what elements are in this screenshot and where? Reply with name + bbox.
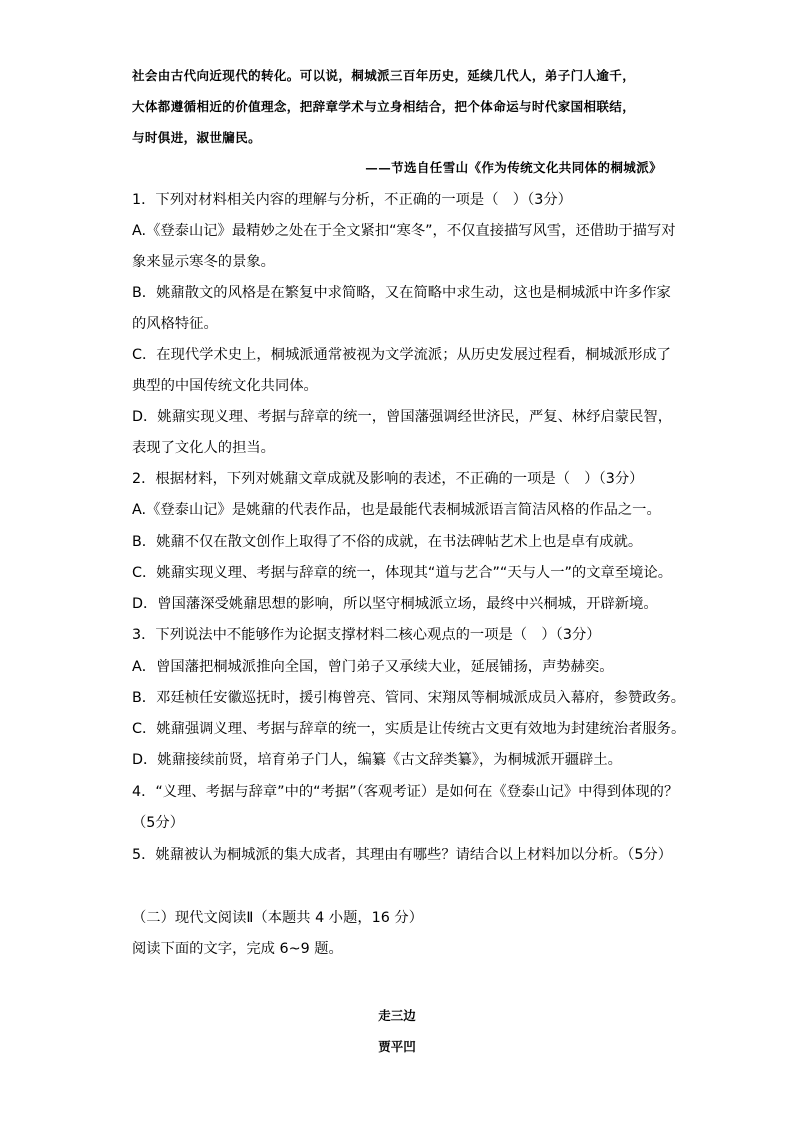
passage-line-3: 与时俱进，淑世牖民。 [132, 130, 262, 145]
question-2-option-d: D．曾国藩深受姚鼐思想的影响，所以坚守桐城派立场，最终中兴桐城，开辟新境。 [132, 596, 658, 612]
question-1-option-d: D．姚鼐实现义理、考据与辞章的统一，曾国藩强调经世济民，严复、林纾启蒙民智， [132, 409, 672, 425]
question-1-option-d-cont: 表现了文化人的担当。 [132, 440, 275, 456]
question-1-option-a-cont: 象来显示寒冬的景象。 [132, 254, 275, 270]
question-1-option-c-cont: 典型的中国传统文化共同体。 [132, 378, 318, 394]
section-2-instruction: 阅读下面的文字，完成 6~9 题。 [132, 941, 343, 957]
question-3-option-a: A．曾国藩把桐城派推向全国，曾门弟子又承续大业，延展铺扬，声势赫奕。 [132, 659, 614, 675]
question-3-option-d: D．姚鼐接续前贤，培育弟子门人，编纂《古文辞类纂》，为桐城派开疆辟土。 [132, 752, 622, 768]
passage-line-1: 社会由古代向近现代的转化。可以说，桐城派三百年历史，延续几代人，弟子门人逾千， [132, 68, 636, 83]
question-4-stem: 4．“义理、考据与辞章”中的“考据”（客观考证）是如何在《登泰山记》中得到体现的？ [132, 784, 679, 800]
passage-line-2: 大体都遵循相近的价值理念，把辞章学术与立身相结合，把个体命运与时代家国相联结， [132, 99, 636, 114]
question-3-option-b: B．邓廷桢任安徽巡抚时，援引梅曾亮、管同、宋翔凤等桐城派成员入幕府，参赞政务。 [132, 690, 686, 706]
article-title: 走三边 [378, 1008, 416, 1023]
question-1-option-b: B．姚鼐散文的风格是在繁复中求简略，又在简略中求生动，这也是桐城派中许多作家 [132, 285, 671, 301]
question-2-option-b: B．姚鼐不仅在散文创作上取得了不俗的成就，在书法碑帖艺术上也是卓有成就。 [132, 534, 643, 550]
question-1-option-a: A.《登泰山记》最精妙之处在于全文紧扣“寒冬”，不仅直接描写风雪，还借助于描写对 [132, 223, 676, 239]
question-3-option-c: C．姚鼐强调义理、考据与辞章的统一，实质是让传统古文更有效地为封建统治者服务。 [132, 721, 686, 737]
question-2-option-a: A.《登泰山记》是姚鼐的代表作品，也是最能代表桐城派语言简洁风格的作品之一。 [132, 502, 661, 518]
question-4-points: （5分） [132, 815, 184, 831]
question-1-stem: 1．下列对材料相关内容的理解与分析，不正确的一项是（ ）（3分） [132, 192, 572, 208]
section-2-heading: （二）现代文阅读Ⅱ（本题共 4 小题，16 分） [132, 910, 424, 926]
article-author: 贾平凹 [378, 1039, 416, 1054]
question-1-option-b-cont: 的风格特征。 [132, 316, 218, 332]
question-2-option-c: C．姚鼐实现义理、考据与辞章的统一，体现其“道与艺合”“天与人一”的文章至境论。 [132, 565, 672, 581]
question-5-stem: 5．姚鼐被认为桐城派的集大成者，其理由有哪些？请结合以上材料加以分析。（5分） [132, 847, 673, 863]
passage-source: ——节选自任雪山《作为传统文化共同体的桐城派》 [365, 160, 662, 175]
question-3-stem: 3．下列说法中不能够作为论据支撑材料二核心观点的一项是（ ）（3分） [132, 627, 601, 643]
question-1-option-c: C．在现代学术史上，桐城派通常被视为文学流派；从历史发展过程看，桐城派形成了 [132, 347, 671, 363]
question-2-stem: 2．根据材料，下列对姚鼐文章成就及影响的表述，不正确的一项是（ ）（3分） [132, 471, 644, 487]
